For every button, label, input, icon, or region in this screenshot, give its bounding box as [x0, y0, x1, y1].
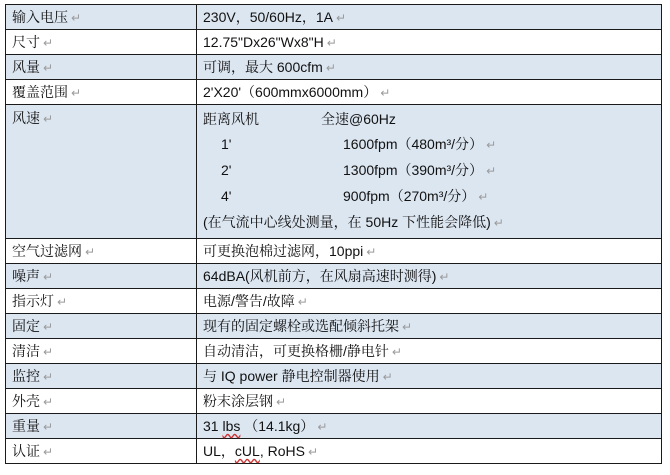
spec-label: 覆盖范围 ↵ — [6, 80, 197, 105]
cert-rohs: , RoHS — [259, 443, 305, 459]
return-mark-icon: ↵ — [335, 11, 347, 25]
spec-label: 外壳 ↵ — [6, 389, 197, 414]
return-mark-icon: ↵ — [366, 245, 377, 259]
spec-row-monitoring — [6, 364, 662, 389]
spec-row-dimensions — [6, 30, 662, 55]
distance-value: 4' — [221, 188, 232, 204]
return-mark-icon: ↵ — [43, 445, 54, 459]
return-mark-icon: ↵ — [307, 445, 318, 459]
distance-header: 距离风机 — [203, 111, 259, 127]
return-mark-icon: ↵ — [57, 295, 68, 309]
spec-row-certification — [6, 439, 662, 464]
spec-label: 重量 ↵ — [6, 414, 197, 439]
spec-label: 输入电压 ↵ — [6, 5, 197, 30]
spec-label: 噪声 ↵ — [6, 264, 197, 289]
return-mark-icon: ↵ — [71, 86, 82, 100]
wind-speed-line — [203, 158, 655, 184]
weight-unit: lbs — [222, 418, 241, 434]
return-mark-icon: ↵ — [43, 112, 54, 126]
return-mark-icon: ↵ — [402, 320, 413, 334]
spec-row-indicator — [6, 289, 662, 314]
return-mark-icon: ↵ — [439, 270, 450, 284]
spec-label: 空气过滤网 ↵ — [6, 239, 197, 264]
spec-value: 64dBA(风机前方，在风扇高速时测得) ↵ — [197, 264, 662, 289]
wind-speed-line — [203, 184, 655, 210]
spec-value: 可调，最大 600cfm ↵ — [197, 55, 662, 80]
spec-row-wind-speed — [6, 105, 662, 239]
return-mark-icon: ↵ — [486, 164, 497, 178]
return-mark-icon: ↵ — [43, 270, 54, 284]
wind-speed-note: (在气流中心线处测量，在 50Hz 下性能会降低) ↵ — [203, 214, 504, 230]
return-mark-icon: ↵ — [43, 420, 54, 434]
spec-value — [197, 105, 662, 239]
return-mark-icon: ↵ — [325, 61, 336, 75]
spec-value: 电源/警告/故障 ↵ — [197, 289, 662, 314]
speed-value: 1300fpm（390m³/分） — [343, 162, 484, 178]
return-mark-icon: ↵ — [276, 395, 287, 409]
spec-row-airflow — [6, 55, 662, 80]
wind-speed-block — [203, 105, 655, 238]
spec-row-filter — [6, 239, 662, 264]
return-mark-icon: ↵ — [493, 216, 504, 230]
wind-speed-line — [203, 132, 655, 158]
return-mark-icon: ↵ — [85, 245, 96, 259]
return-mark-icon: ↵ — [326, 36, 337, 50]
spec-value: 12.75"Dx26"Wx8"H ↵ — [197, 30, 662, 55]
spec-value: 与 IQ power 静电控制器使用 ↵ — [197, 364, 662, 389]
distance-value: 2' — [221, 162, 232, 178]
spec-label: 认证 ↵ — [6, 439, 197, 464]
spec-row-cleaning — [6, 339, 662, 364]
spec-value: 自动清洁，可更换格栅/静电针 ↵ — [197, 339, 662, 364]
speed-value: 1600fpm（480m³/分） — [343, 136, 484, 152]
spec-value: 230V，50/60Hz，1A ↵ — [197, 5, 662, 30]
return-mark-icon: ↵ — [391, 345, 402, 359]
return-mark-icon: ↵ — [43, 61, 54, 75]
spec-row-coverage — [6, 80, 662, 105]
spec-value: 可更换泡棉过滤网，10ppi ↵ — [197, 239, 662, 264]
spec-value: 粉末涂层钢 ↵ — [197, 389, 662, 414]
spec-label: 风量 ↵ — [6, 55, 197, 80]
return-mark-icon: ↵ — [43, 370, 54, 384]
spec-row-housing — [6, 389, 662, 414]
full-speed-header: 全速@60Hz — [321, 111, 396, 127]
return-mark-icon: ↵ — [43, 36, 54, 50]
weight-metric: （14.1kg） — [244, 418, 315, 434]
spec-value: 2'X20'（600mmx6000mm） ↵ — [197, 80, 662, 105]
weight-number: 31 — [203, 418, 219, 434]
cert-ul: UL， — [203, 443, 235, 459]
spec-value — [197, 414, 662, 439]
spec-label: 监控 ↵ — [6, 364, 197, 389]
return-mark-icon: ↵ — [382, 370, 393, 384]
return-mark-icon: ↵ — [478, 190, 489, 204]
spec-row-mounting — [6, 314, 662, 339]
spec-row-noise — [6, 264, 662, 289]
wind-speed-header — [203, 107, 655, 132]
return-mark-icon: ↵ — [43, 320, 54, 334]
return-mark-icon: ↵ — [317, 420, 328, 434]
speed-value: 900fpm（270m³/分） — [343, 188, 476, 204]
spec-row-voltage — [6, 5, 662, 30]
spec-value: 现有的固定螺栓或选配倾斜托架 ↵ — [197, 314, 662, 339]
return-mark-icon: ↵ — [380, 86, 391, 100]
return-mark-icon: ↵ — [71, 11, 82, 25]
spec-table — [5, 4, 662, 464]
distance-value: 1' — [221, 136, 232, 152]
spec-label: 清洁 ↵ — [6, 339, 197, 364]
spec-row-weight — [6, 414, 662, 439]
return-mark-icon: ↵ — [43, 345, 54, 359]
spec-value — [197, 439, 662, 464]
cert-cul: cUL — [234, 443, 260, 459]
spec-label: 指示灯 ↵ — [6, 289, 197, 314]
spec-label: 风速 ↵ — [6, 105, 197, 239]
spec-label: 固定 ↵ — [6, 314, 197, 339]
return-mark-icon: ↵ — [297, 295, 308, 309]
return-mark-icon: ↵ — [43, 395, 54, 409]
return-mark-icon: ↵ — [486, 138, 497, 152]
spec-label: 尺寸 ↵ — [6, 30, 197, 55]
